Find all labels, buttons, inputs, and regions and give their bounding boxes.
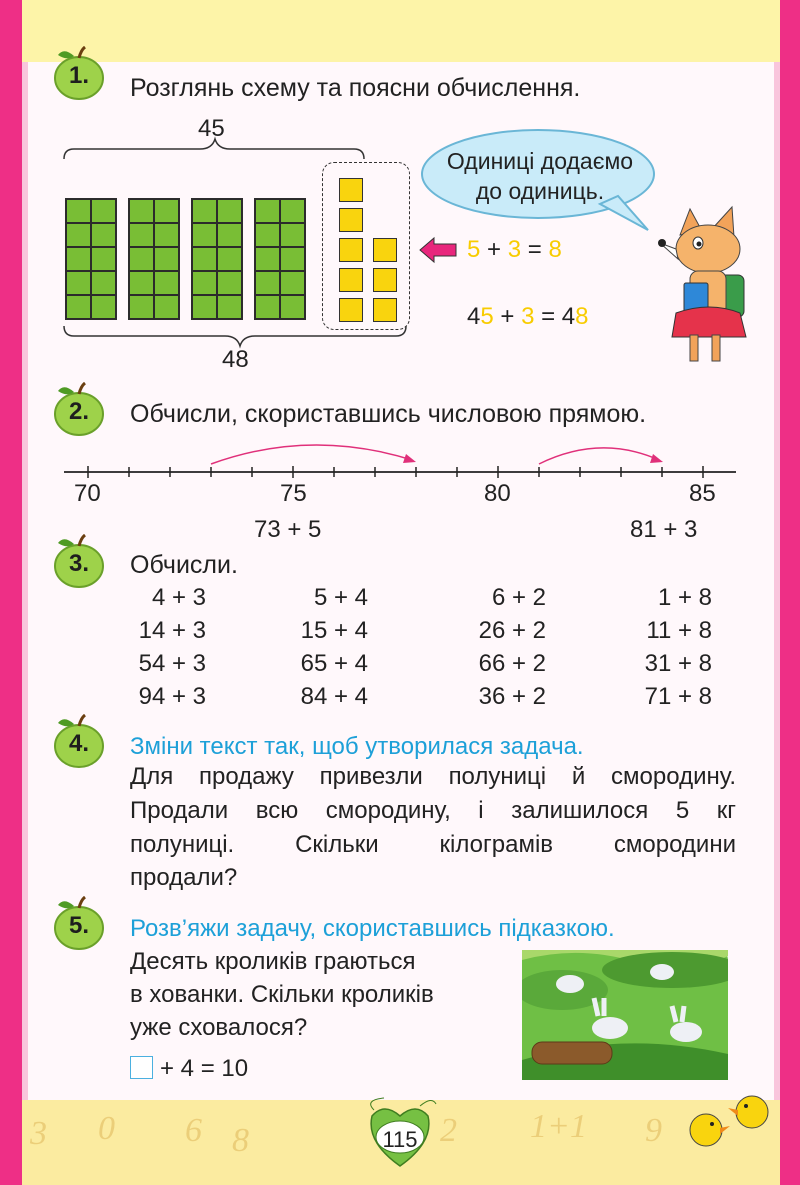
number-line-label: 70 bbox=[74, 480, 101, 507]
calculation-expression: 94 + 3 bbox=[138, 683, 206, 710]
task-4-line: продали? bbox=[130, 864, 238, 891]
task-number: 2. bbox=[68, 398, 89, 425]
task-5-prompt: Розв’яжи задачу, скориставшись підказкою. bbox=[130, 915, 615, 942]
decor-digit: 1+1 bbox=[530, 1108, 587, 1145]
task-number-badge bbox=[52, 382, 106, 436]
speech-bubble-text: Одиниці додаємо до одиниць. bbox=[446, 148, 634, 204]
unit-cube bbox=[373, 238, 397, 262]
exercise-expression: 73 + 5 bbox=[254, 516, 322, 543]
unit-cube bbox=[339, 298, 363, 322]
chicks-illustration bbox=[684, 1090, 780, 1160]
calculation-expression: 11 + 8 bbox=[646, 617, 712, 644]
unit-cube bbox=[339, 208, 363, 232]
task-4-line: Для продажу привезли полуниці й смородину. bbox=[130, 763, 736, 790]
calculation-expression: 54 + 3 bbox=[138, 650, 206, 677]
decor-digit: 0 bbox=[98, 1110, 115, 1147]
calculation-expression: 15 + 4 bbox=[300, 617, 368, 644]
task-number-badge bbox=[52, 46, 106, 100]
equation-full: 45 + 3 = 48 bbox=[467, 303, 589, 330]
task-4-line: Продали всю смородину, і залишилося 5 кг bbox=[130, 797, 736, 824]
page-number: 115 bbox=[382, 1127, 418, 1152]
equation-units: 5 + 3 = 8 bbox=[467, 236, 562, 263]
answer-box[interactable] bbox=[130, 1056, 153, 1079]
calculation-expression: 36 + 2 bbox=[478, 683, 546, 710]
decor-digit: 8 bbox=[232, 1122, 249, 1159]
task-number: 1. bbox=[68, 62, 89, 89]
decor-digit: 2 bbox=[440, 1112, 457, 1149]
tens-block bbox=[65, 198, 117, 320]
exercise-expression: 81 + 3 bbox=[630, 516, 698, 543]
task-number-badge bbox=[52, 896, 106, 950]
task-1-prompt: Розглянь схему та поясни обчислення. bbox=[130, 74, 581, 102]
task-3-prompt: Обчисли. bbox=[130, 551, 238, 579]
task-number: 5. bbox=[68, 912, 89, 939]
unit-cube bbox=[373, 298, 397, 322]
rabbits-illustration bbox=[522, 950, 728, 1080]
calculation-expression: 6 + 2 bbox=[491, 584, 546, 611]
task-5-line: уже сховалося? bbox=[130, 1014, 308, 1041]
unit-cube bbox=[339, 268, 363, 292]
brace-sum-label: 48 bbox=[222, 346, 249, 373]
calculation-expression: 26 + 2 bbox=[478, 617, 546, 644]
pointer-arrow-icon bbox=[418, 236, 458, 264]
task-4-line: полуниці. Скільки кілограмів смородини bbox=[130, 831, 736, 858]
task-number-badge bbox=[52, 714, 106, 768]
decor-digit: 6 bbox=[185, 1112, 202, 1149]
number-line-label: 75 bbox=[280, 480, 307, 507]
brace-total-label: 45 bbox=[198, 115, 225, 142]
decor-digit: 3 bbox=[30, 1115, 47, 1152]
calculation-expression: 65 + 4 bbox=[300, 650, 368, 677]
number-line-label: 85 bbox=[689, 480, 716, 507]
task-4-prompt: Зміни текст так, щоб утворилася задача. bbox=[130, 733, 584, 760]
calculation-expression: 31 + 8 bbox=[644, 650, 712, 677]
calculation-expression: 14 + 3 bbox=[138, 617, 206, 644]
task-2-prompt: Обчисли, скориставшись числовою прямою. bbox=[130, 400, 647, 428]
decor-digit: 9 bbox=[645, 1112, 662, 1149]
task-5-equation: + 4 = 10 bbox=[160, 1055, 249, 1082]
task-number: 3. bbox=[68, 550, 89, 577]
task-number-badge bbox=[52, 534, 106, 588]
calculation-expression: 1 + 8 bbox=[657, 584, 712, 611]
task-5-line: в хованки. Скільки кроликів bbox=[130, 981, 434, 1008]
fox-character-illustration bbox=[650, 205, 760, 365]
number-line-label: 80 bbox=[484, 480, 511, 507]
task-5-line: Десять кроликів граються bbox=[130, 948, 416, 975]
unit-cube bbox=[339, 178, 363, 202]
unit-cube bbox=[373, 268, 397, 292]
task-number: 4. bbox=[68, 730, 89, 757]
calculation-expression: 4 + 3 bbox=[151, 584, 206, 611]
top-decor-band bbox=[22, 0, 780, 62]
calculation-expression: 84 + 4 bbox=[300, 683, 368, 710]
tens-block bbox=[254, 198, 306, 320]
number-line bbox=[60, 436, 740, 486]
calculation-expression: 71 + 8 bbox=[644, 683, 712, 710]
unit-cube bbox=[339, 238, 363, 262]
tens-block bbox=[191, 198, 243, 320]
tens-block bbox=[128, 198, 180, 320]
calculation-expression: 66 + 2 bbox=[478, 650, 546, 677]
calculation-expression: 5 + 4 bbox=[313, 584, 368, 611]
